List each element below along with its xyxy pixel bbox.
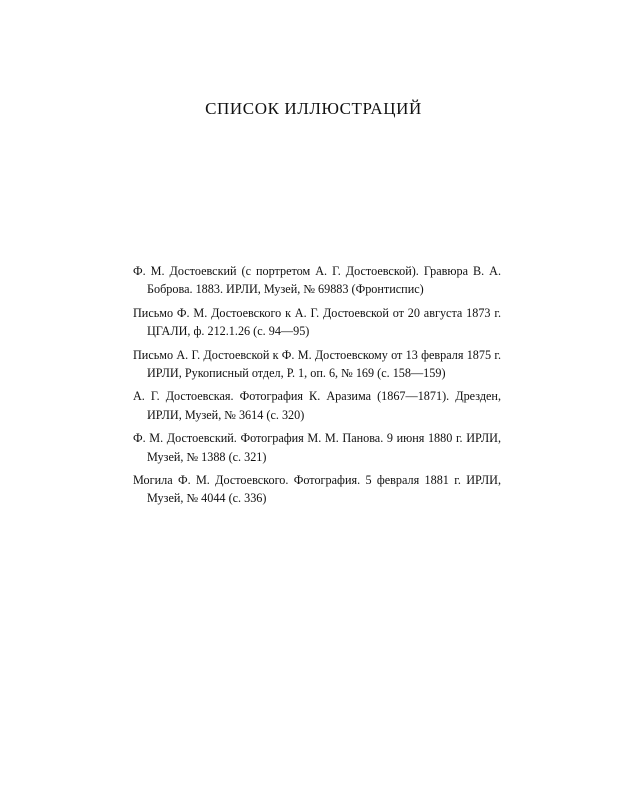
list-item: Ф. М. Достоевский. Фотография М. М. Панова. 9 июня 1880 г. ИРЛИ, Музей, № 1388 (с. 321) <box>133 431 501 464</box>
list-item: Ф. М. Достоевский (с портретом А. Г. Достоевской). Гравюра В. А. Боброва. 1883. ИРЛИ, Музей, № 69883 (Фронтиспис) <box>133 264 501 297</box>
page-title: СПИСОК ИЛЛЮСТРАЦИЙ <box>205 99 422 118</box>
illustration-list <box>133 262 501 513</box>
list-item: Письмо Ф. М. Достоевского к А. Г. Достоевской от 20 августа 1873 г. ЦГАЛИ, ф. 212.1.26 (с. 94—95) <box>133 305 501 339</box>
list-item: Письмо А. Г. Достоевской к Ф. М. Достоевскому от 13 февраля 1875 г. ИРЛИ, Рукописный отдел, Р. 1, оп. 6, № 169 (с. 158—159) <box>133 347 501 381</box>
list-item: Могила Ф. М. Достоевского. Фотография. 5 февраля 1881 г. ИРЛИ, Музей, № 4044 (с. 336) <box>133 473 501 506</box>
list-item: А. Г. Достоевская. Фотография К. Аразима (1867—1871). Дрезден, ИРЛИ, Музей, № 3614 (с. 320) <box>133 389 501 422</box>
